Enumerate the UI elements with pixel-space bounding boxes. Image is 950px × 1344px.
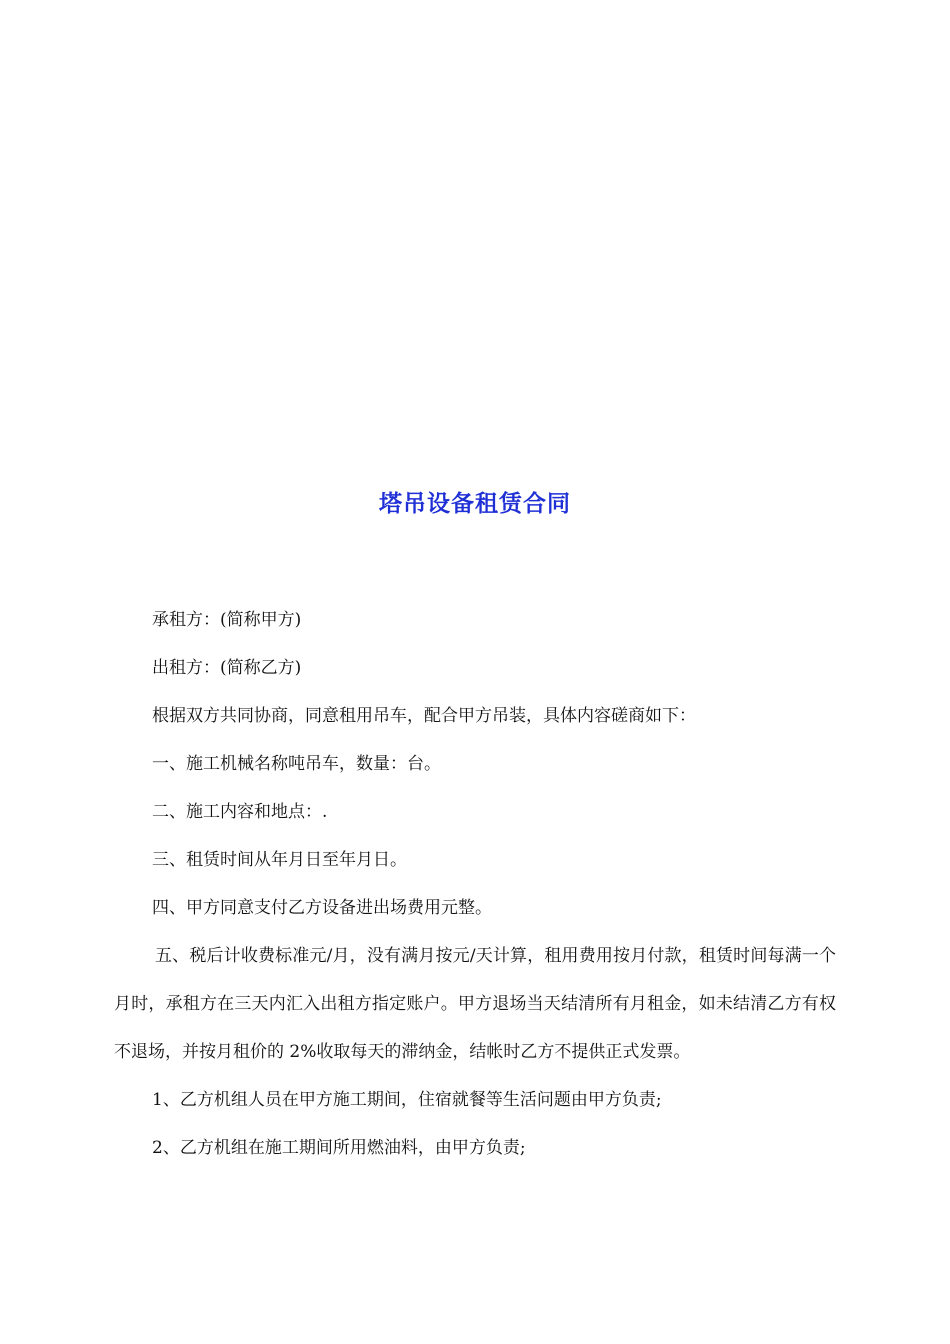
sub-clause-1: 1、乙方机组人员在甲方施工期间，住宿就餐等生活问题由甲方负责;: [152, 1090, 662, 1110]
clause-2: 二、施工内容和地点：.: [152, 802, 328, 822]
sub-clause-2: 2、乙方机组在施工期间所用燃油料，由甲方负责;: [152, 1138, 526, 1158]
document-body: [114, 603, 836, 1179]
preamble-paragraph: 根据双方共同协商，同意租用吊车，配合甲方吊装，具体内容磋商如下：: [152, 706, 696, 726]
clause-3: 三、租赁时间从年月日至年月日。: [152, 850, 407, 870]
lessor-line: 出租方：(简称乙方): [152, 658, 302, 678]
clause-5: 五、税后计收费标准元/月，没有满月按元/天计算，租用费用按月付款，租赁时间每满一个月时，承租方在三天内汇入出租方指定账户。甲方退场当天结清所有月租金，如未结清乙方有权不退场，并按月租价的 2%收取每天的滞纳金，结帐时乙方不提供正式发票。: [114, 946, 836, 1062]
clause-4: 四、甲方同意支付乙方设备进出场费用元整。: [152, 898, 492, 918]
document-title: 塔吊设备租赁合同: [379, 491, 571, 517]
lessee-line: 承租方：(简称甲方): [152, 610, 302, 630]
clause-1: 一、施工机械名称吨吊车，数量：台。: [152, 754, 441, 774]
